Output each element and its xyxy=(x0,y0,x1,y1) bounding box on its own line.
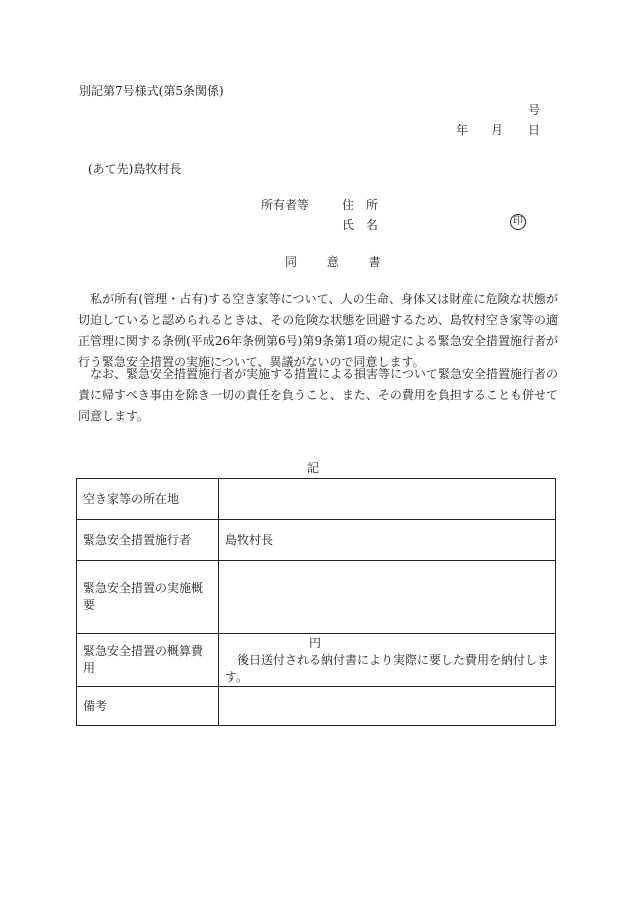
row-value-cost xyxy=(219,634,556,687)
table-row xyxy=(77,687,556,726)
consent-paragraph-1: 私が所有(管理・占有)する空き家等について、人の生命、身体又は財産に危険な状態が切迫していると認められるときは、その危険な状態を回避するため、島牧村空き家等の適正管理に関する条例(平成26年条例第6号)第9条第1項の規定による緊急安全措置施行者が行う緊急安全措置の実施について、異議がないので同意します。 xyxy=(78,292,558,369)
document-title: 同 意 書 xyxy=(285,255,394,269)
cost-note: 後日送付される納付書により実際に要した費用を納付します。 xyxy=(225,652,550,684)
addressee: (あて先)島牧村長 xyxy=(88,162,182,176)
date-year: 年 xyxy=(456,123,469,137)
form-title: 別記第7号様式(第5条関係) xyxy=(79,84,224,98)
record-heading: 記 xyxy=(307,461,320,475)
name-label: 氏 名 xyxy=(342,218,382,232)
row-label-remarks: 備考 xyxy=(77,687,219,726)
address-label: 住 所 xyxy=(342,198,382,212)
table-row xyxy=(77,561,556,634)
row-label-summary: 緊急安全措置の実施概要 xyxy=(77,561,219,634)
row-label-location: 空き家等の所在地 xyxy=(77,479,219,520)
row-value-remarks xyxy=(219,687,556,726)
table-row xyxy=(77,520,556,561)
table-row xyxy=(77,479,556,520)
owner-label: 所有者等 xyxy=(261,198,310,212)
cost-yen-unit: 円 xyxy=(309,635,322,650)
date-month: 月 xyxy=(491,123,504,137)
date-day: 日 xyxy=(528,123,541,137)
table-row xyxy=(77,634,556,687)
row-value-executor: 島牧村長 xyxy=(219,520,556,561)
seal-mark: 印 xyxy=(510,214,526,230)
row-label-executor: 緊急安全措置施行者 xyxy=(77,520,219,561)
row-value-summary xyxy=(219,561,556,634)
row-label-cost: 緊急安全措置の概算費用 xyxy=(77,634,219,687)
document-number: 号 xyxy=(528,103,541,117)
record-table xyxy=(76,478,556,726)
row-value-location xyxy=(219,479,556,520)
consent-paragraph-2: なお、緊急安全措置施行者が実施する措置による損害等について緊急安全措置施行者の責に帰すべき事由を除き一切の責任を負うこと、また、その費用を負担することも併せて同意します。 xyxy=(78,367,558,423)
